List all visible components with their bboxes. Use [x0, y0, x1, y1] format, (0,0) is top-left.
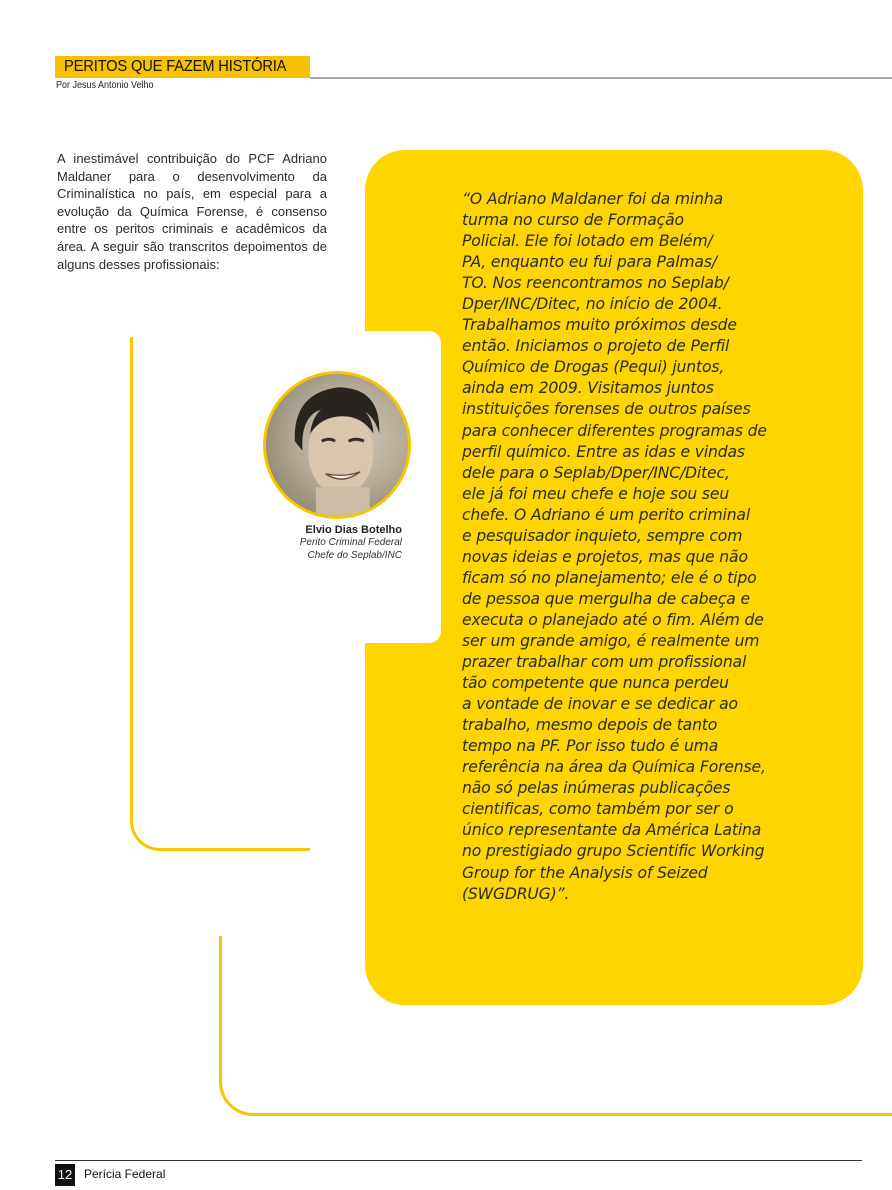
portrait-photo: [263, 371, 411, 519]
quote-line: para conhecer diferentes programas de: [462, 421, 767, 440]
quote-line: “O Adriano Maldaner foi da minha: [462, 190, 723, 208]
quote-line: ser um grande amigo, é realmente um: [462, 631, 760, 650]
quote-line: executa o planejado até o fim. Além de: [462, 610, 764, 629]
quote-line: tão competente que nunca perdeu: [462, 674, 729, 693]
quote-line: de pessoa que mergulha de cabeça e: [462, 589, 750, 608]
testimonial-quote: [462, 189, 792, 905]
person-role: Perito Criminal Federal: [299, 537, 402, 548]
quote-line: prazer trabalhar com um profissional: [462, 653, 747, 672]
quote-line: Químico de Drogas (Pequi) juntos,: [462, 358, 725, 377]
quote-line: então. Iniciamos o projeto de Perfil: [462, 337, 730, 356]
quote-line: turma no curso de Formação: [462, 211, 684, 230]
header-rule: [310, 77, 892, 79]
quote-line: instituições forenses de outros países: [462, 400, 751, 419]
quote-line: não só pelas inúmeras publicações: [462, 779, 731, 798]
quote-line: a vontade de inovar e se dedicar ao: [462, 695, 738, 714]
section-tag: [55, 56, 310, 78]
quote-line: trabalho, mesmo depois de tanto: [462, 716, 718, 735]
quote-line: perfil químico. Entre as idas e vindas: [462, 442, 745, 461]
intro-paragraph: A inestimável contribuição do PCF Adriano Maldaner para o desenvolvimento da Criminalística no país, em especial para a evolução da Química Forense, é consenso entre os peritos criminais e acadêmicos da área. A seguir são transcritos depoimentos de alguns desses profissionais:: [57, 151, 327, 272]
person-position: Chefe do Seplab/INC: [307, 549, 402, 561]
quote-line: Policial. Ele foi lotado em Belém/: [462, 232, 713, 251]
byline: Por Jesus Antonio Velho: [56, 80, 154, 91]
quote-line: Dper/INC/Ditec, no início de 2004.: [462, 295, 723, 314]
quote-line: no prestigiado grupo Scientific Working: [462, 842, 765, 861]
quote-line: cientificas, como também por ser o: [462, 800, 734, 819]
quote-line: tempo na PF. Por isso tudo é uma: [462, 737, 719, 756]
quote-line: Group for the Analysis of Seized: [462, 863, 708, 882]
person-name: Elvio Dias Botelho: [305, 524, 402, 536]
quote-line: referência na área da Química Forense,: [462, 758, 766, 777]
photo-caption: [250, 523, 402, 562]
quote-line: ainda em 2009. Visitamos juntos: [462, 379, 714, 398]
quote-line: Trabalhamos muito próximos desde: [462, 316, 737, 335]
page-number: 12: [55, 1164, 75, 1186]
quote-line: único representante da América Latina: [462, 821, 762, 840]
footer-rule: [55, 1160, 862, 1161]
quote-line: ele já foi meu chefe e hoje sou seu: [462, 484, 730, 503]
quote-line: e pesquisador inquieto, sempre com: [462, 526, 743, 545]
quote-line: (SWGDRUG)”.: [462, 884, 570, 903]
section-tag-label: PERITOS QUE FAZEM HISTÓRIA: [64, 58, 287, 75]
quote-line: novas ideias e projetos, mas que não: [462, 547, 748, 566]
quote-line: TO. Nos reencontramos no Seplab/: [462, 274, 729, 293]
quote-line: PA, enquanto eu fui para Palmas/: [462, 253, 717, 272]
quote-line: dele para o Seplab/Dper/INC/Ditec,: [462, 463, 730, 482]
quote-line: chefe. O Adriano é um perito criminal: [462, 505, 751, 524]
portrait-photo-icon: [266, 374, 408, 516]
quote-line: ficam só no planejamento; ele é o tipo: [462, 568, 757, 587]
magazine-title: Perícia Federal: [84, 1167, 166, 1181]
